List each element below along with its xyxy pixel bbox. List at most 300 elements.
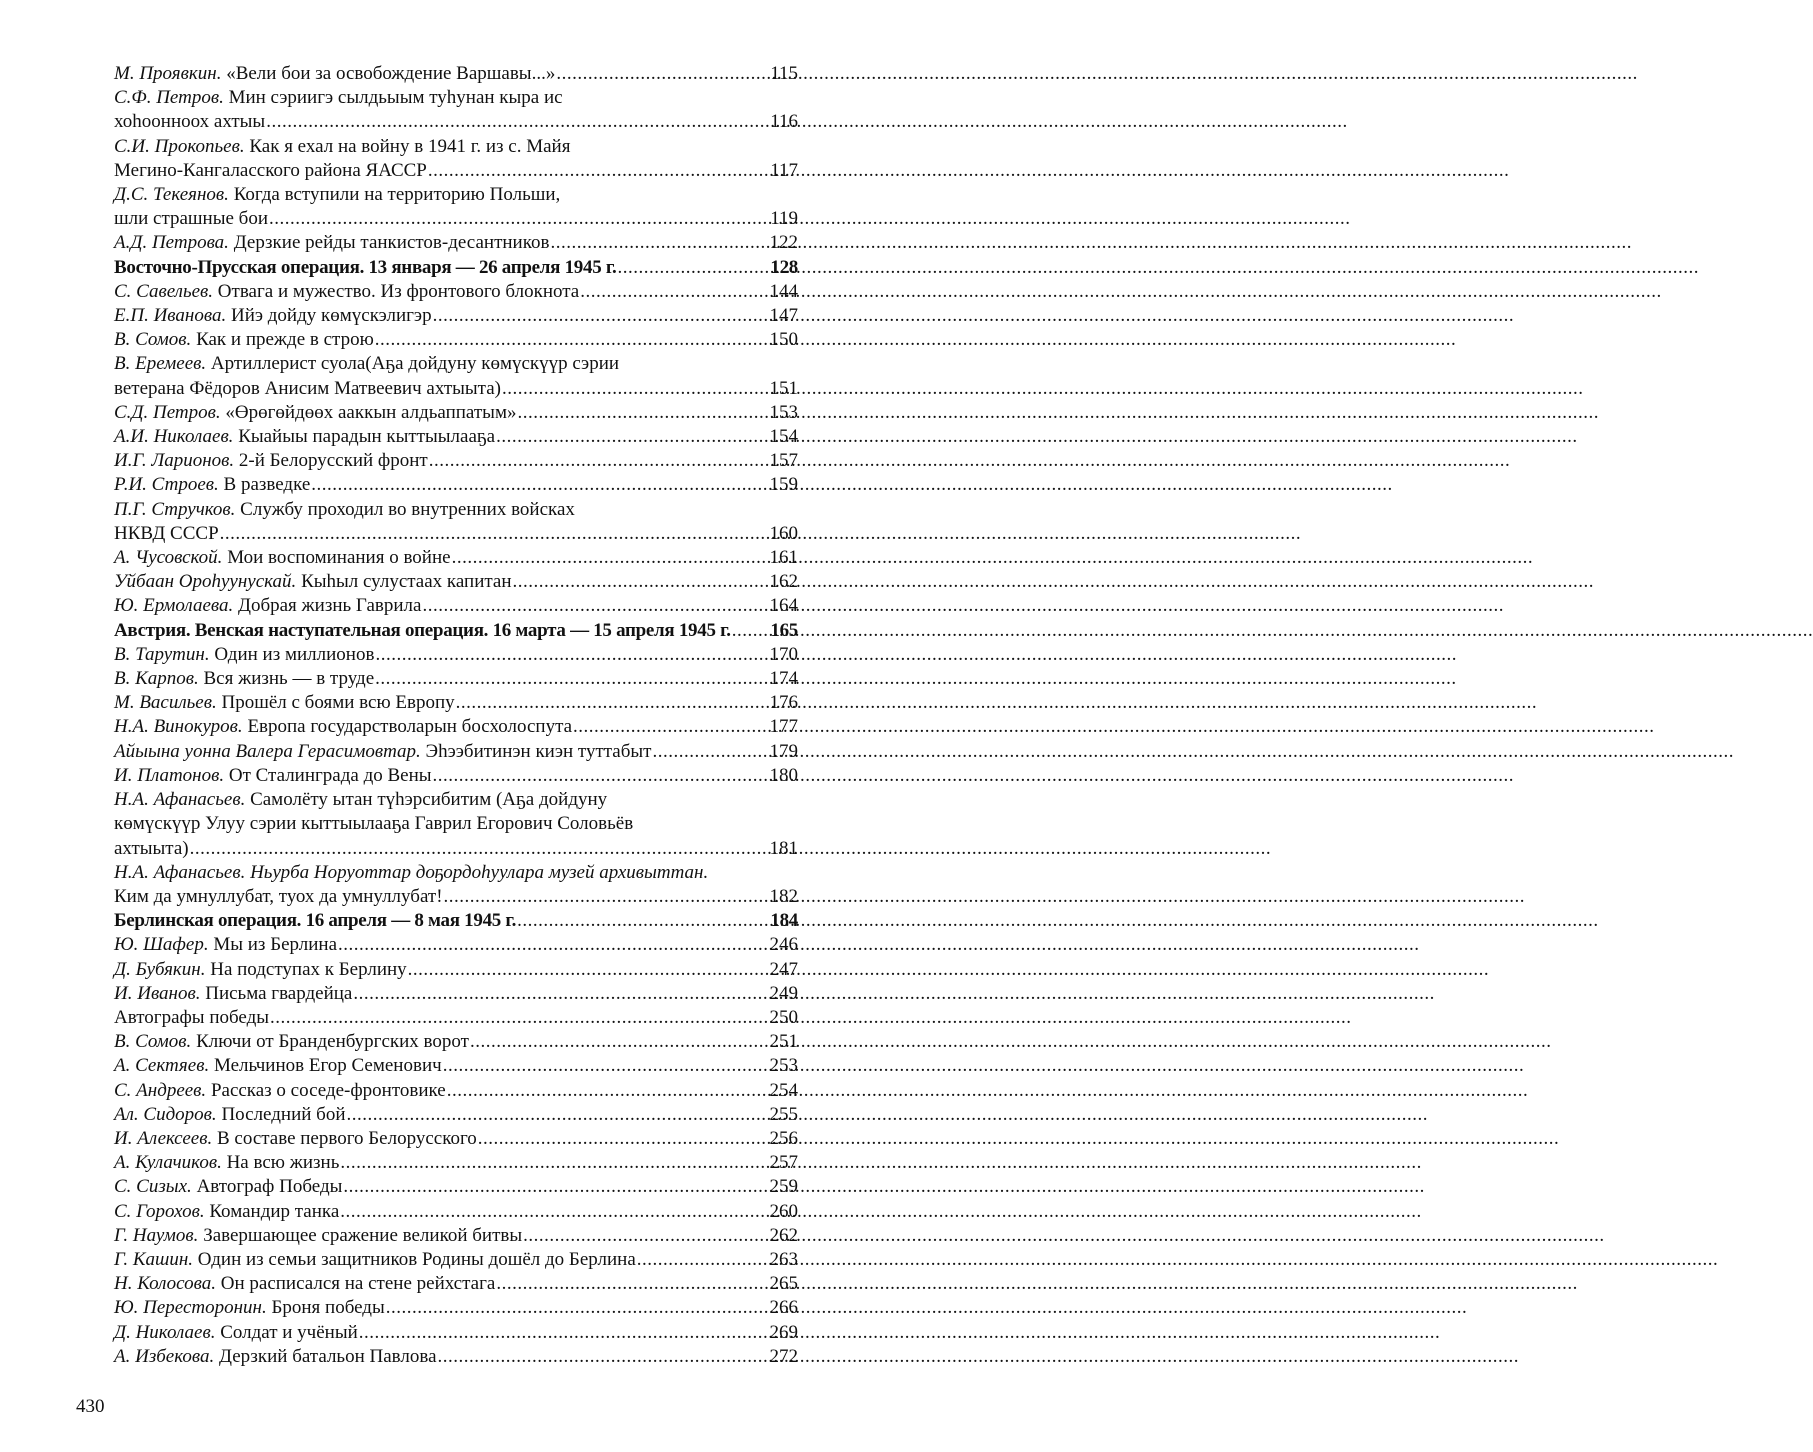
toc-entry-title: Он расписался на стене рейхстага: [220, 1273, 496, 1295]
toc-entry-author: Н.А. Афанасьев. Ньурба Норуоттар доҕордоһуулара музей архивыттан.: [114, 861, 709, 883]
dot-leader: [652, 740, 768, 764]
toc-entry-page: 115: [770, 63, 798, 84]
toc-entry-title: Добрая жизнь Гаврила: [238, 595, 422, 617]
toc-entry: [114, 1272, 798, 1296]
toc-entry-line: [114, 401, 798, 425]
toc-entry-title: ахтыыта): [114, 837, 189, 859]
toc-entry-text: [114, 110, 265, 134]
toc-entry: [114, 788, 798, 861]
toc-entry-text: [114, 619, 731, 643]
dot-leader: [496, 1272, 768, 1296]
toc-entry-author: В. Тарутин.: [114, 643, 210, 665]
dot-leader: [375, 328, 769, 352]
toc-entry-author: И. Алексеев.: [114, 1127, 213, 1149]
toc-entry: [114, 740, 798, 764]
toc-entry-author: И. Иванов.: [114, 982, 201, 1004]
toc-entry-line: [114, 643, 798, 667]
toc-entry-title: Артиллерист суола(Аҕа дойдуну көмүскүүр сэрии: [210, 353, 620, 375]
toc-entry-title: Службу проходил во внутренних войсках: [240, 498, 575, 520]
toc-entry-text: [114, 473, 310, 497]
toc-entry-line: [114, 1127, 798, 1151]
toc-entry-title: Рассказ о соседе-фронтовике: [210, 1079, 446, 1101]
toc-entry-text: [114, 1030, 469, 1054]
toc-entry-text: [114, 449, 428, 473]
toc-entry-author: С.И. Прокопьев.: [114, 135, 245, 157]
toc-entry-line: [114, 594, 798, 618]
toc-entry-author: Г. Кашин.: [114, 1248, 194, 1270]
toc-entry-text: [114, 1079, 446, 1103]
toc-entry-line: [114, 1079, 798, 1103]
toc-entry-text: [114, 256, 616, 280]
toc-entry-title: Письма гвардейца: [205, 982, 353, 1004]
toc-entry-title: «Вели бои за освобождение Варшавы...»: [226, 63, 556, 84]
toc-entry-line: [114, 1248, 798, 1272]
toc-entry-line: [114, 86, 798, 110]
dot-leader: [617, 256, 769, 280]
toc-entry-page: 150: [769, 329, 798, 351]
toc-entry-title: В разведке: [223, 474, 311, 496]
toc-entry-title: Восточно-Прусская операция. 13 января — 26 апреля 1945 г.: [114, 256, 617, 278]
dot-leader: [190, 837, 769, 861]
dot-leader: [447, 1079, 769, 1103]
dot-leader: [517, 401, 768, 425]
toc-entry-author: Айыына уонна Валера Герасимовтар.: [114, 740, 421, 762]
toc-entry-line: [114, 159, 798, 183]
toc-entry-page: 165: [770, 619, 798, 641]
toc-entry-text: [114, 352, 619, 376]
toc-entry-line: [114, 958, 798, 982]
toc-entry-title: Когда вступили на территорию Польши,: [233, 184, 561, 206]
toc-entry-line: [114, 1054, 798, 1078]
toc-entry-title: ветерана Фёдоров Анисим Матвеевич ахтыыта): [114, 377, 501, 399]
toc-entry: [114, 1030, 798, 1054]
toc-entry-page: 147: [769, 305, 798, 327]
toc-entry-page: 144: [769, 280, 798, 302]
dot-leader: [517, 909, 769, 933]
toc-entry-page: 170: [769, 643, 798, 665]
toc-entry-page: 180: [769, 764, 798, 786]
toc-entry-author: С. Сизых.: [114, 1176, 192, 1198]
toc-entry: [114, 352, 798, 400]
toc-entry-title: В составе первого Белорусского: [216, 1127, 477, 1149]
toc-entry-page: 161: [769, 547, 798, 569]
toc-entry-page: 272: [769, 1345, 798, 1367]
toc-entry-line: [114, 1103, 798, 1127]
toc-entry-page: 262: [769, 1224, 798, 1246]
toc-entry-text: [114, 885, 443, 909]
toc-entry-text: [114, 982, 352, 1006]
toc-entry-title: На всю жизнь: [226, 1152, 340, 1174]
toc-entry-title: Европа государстволарын босхолоспута: [247, 716, 573, 738]
dot-leader: [580, 280, 768, 304]
toc-entry-line: [114, 909, 798, 933]
toc-entry-page: 184: [770, 910, 798, 932]
toc-entry-author: В. Карпов.: [114, 668, 199, 690]
toc-entry: [114, 1296, 798, 1320]
toc-entry-title: шли страшные бои: [114, 208, 269, 230]
toc-entry-page: 256: [769, 1127, 798, 1149]
toc-entry-page: 269: [769, 1321, 798, 1343]
toc-entry: [114, 546, 798, 570]
toc-entry-title: Автографы победы: [114, 1006, 270, 1028]
toc-entry-line: [114, 1345, 798, 1369]
toc-entry-text: [114, 183, 560, 207]
toc-entry-author: М. Проявкин.: [114, 63, 222, 84]
toc-entry-text: [114, 522, 219, 546]
toc-entry-page: 263: [769, 1248, 798, 1270]
toc-entry-author: С. Савельев.: [114, 280, 214, 302]
toc-entry-page: 250: [769, 1006, 798, 1028]
toc-entry-page: 179: [769, 740, 798, 762]
toc-entry-line: [114, 522, 798, 546]
toc-entry-text: [114, 740, 651, 764]
toc-entry-text: [114, 958, 407, 982]
toc-entry-text: [114, 788, 607, 812]
toc-entry-text: [114, 861, 708, 885]
toc-entry: [114, 1151, 798, 1175]
dot-leader: [523, 1224, 768, 1248]
toc-entry-author: Д. Николаев.: [114, 1321, 216, 1343]
dot-leader: [433, 304, 769, 328]
toc-entry-author: А. Избекова.: [114, 1345, 215, 1367]
toc-entry: [114, 401, 798, 425]
dot-leader: [386, 1296, 769, 1320]
toc-entry-author: С.Д. Петров.: [114, 401, 221, 423]
toc-entry-title: Ким да умнуллубат, туох да умнуллубат!: [114, 885, 443, 907]
toc-entry-text: [114, 1345, 437, 1369]
toc-entry-text: [114, 1103, 346, 1127]
toc-entry-title: Один из миллионов: [214, 643, 375, 665]
toc-entry-text: [114, 304, 432, 328]
toc-entry-title: Ключи от Бранденбургских ворот: [196, 1031, 469, 1053]
toc-entry-title: Ийэ дойду көмүскэлигэр: [230, 305, 432, 327]
dot-leader: [359, 1321, 769, 1345]
dot-leader: [269, 207, 769, 231]
toc-entry-title: На подступах к Берлину: [210, 958, 407, 980]
toc-entry-title: Эһээбитинэн киэн туттабыт: [425, 740, 652, 762]
toc-entry-title: «Өрөгөйдөөх ааккын алдьаппатым»: [225, 401, 517, 423]
toc-entry-author: Н.А. Афанасьев.: [114, 789, 246, 811]
toc-entry: [114, 1006, 798, 1030]
dot-leader: [456, 691, 769, 715]
toc-entry-line: [114, 740, 798, 764]
toc-entry-text: [114, 594, 421, 618]
toc-entry-title: Последний бой: [221, 1103, 346, 1125]
toc-entry-page: 164: [769, 595, 798, 617]
toc-entry-text: [114, 425, 495, 449]
toc-entry-line: [114, 1151, 798, 1175]
toc-entry-line: [114, 1224, 798, 1248]
toc-section-heading: [114, 619, 798, 643]
toc-entry-title: Мы из Берлина: [213, 934, 338, 956]
toc-entry-text: [114, 231, 549, 255]
toc-entry-line: [114, 788, 798, 812]
toc-entry: [114, 715, 798, 739]
toc-entry: [114, 1127, 798, 1151]
toc-entry-text: [114, 1248, 636, 1272]
toc-entry-title: Завершающее сражение великой битвы: [203, 1224, 523, 1246]
toc-entry-page: 153: [769, 401, 798, 423]
toc-entry-author: А.Д. Петрова.: [114, 232, 229, 254]
toc-entry-page: 176: [769, 692, 798, 714]
toc-entry-author: Н.А. Винокуров.: [114, 716, 243, 738]
toc-entry-page: 174: [769, 668, 798, 690]
toc-entry-title: Один из семьи защитников Родины дошёл до Берлина: [197, 1248, 636, 1270]
toc-entry-author: С.Ф. Петров.: [114, 87, 224, 109]
toc-entry-text: [114, 837, 189, 861]
dot-leader: [443, 1054, 769, 1078]
toc-entry-line: [114, 1272, 798, 1296]
toc-entry-author: М. Васильев.: [114, 692, 217, 714]
toc-entry-author: А. Сектяев.: [114, 1055, 210, 1077]
toc-entry-text: [114, 1200, 339, 1224]
toc-entry: [114, 667, 798, 691]
toc-entry: [114, 958, 798, 982]
dot-leader: [311, 473, 768, 497]
toc-entry-title: Кыайыы парадын кыттыылааҕа: [238, 426, 496, 448]
toc-entry: [114, 86, 798, 134]
toc-entry-title: Отвага и мужество. Из фронтового блокнота: [217, 280, 580, 302]
toc-entry-text: [114, 1151, 339, 1175]
toc-entry-title: Мельчинов Егор Семенович: [213, 1055, 442, 1077]
toc-entry-page: 151: [769, 377, 798, 399]
toc-entry-author: А.И. Николаев.: [114, 426, 234, 448]
toc-entry-author: Ю. Ермолаева.: [114, 595, 234, 617]
dot-leader: [375, 667, 768, 691]
toc-entry: [114, 1175, 798, 1199]
toc-entry-line: [114, 885, 798, 909]
toc-entry-title: Дерзкие рейды танкистов-десантников: [233, 232, 550, 254]
toc-entry-line: [114, 449, 798, 473]
toc-entry-page: 122: [769, 232, 798, 254]
toc-entry-page: 260: [769, 1200, 798, 1222]
toc-entry-author: С. Андреев.: [114, 1079, 207, 1101]
toc-entry-author: Н. Колосова.: [114, 1273, 216, 1295]
toc-entry: [114, 280, 798, 304]
toc-entry: [114, 498, 798, 546]
dot-leader: [340, 1151, 768, 1175]
toc-entry: [114, 449, 798, 473]
toc-entry-line: [114, 1200, 798, 1224]
toc-entry-title: 2-й Белорусский фронт: [238, 450, 428, 472]
toc-entry-line: [114, 982, 798, 1006]
toc-entry-line: [114, 473, 798, 497]
toc-entry: [114, 425, 798, 449]
toc-entry-text: [114, 1054, 442, 1078]
toc-entry-author: Ю. Пересторонин.: [114, 1297, 267, 1319]
toc-entry: [114, 473, 798, 497]
toc-entry-line: [114, 256, 798, 280]
toc-entry-line: [114, 207, 798, 231]
toc-entry-text: [114, 764, 432, 788]
toc-entry-line: [114, 110, 798, 134]
dot-leader: [550, 231, 768, 255]
toc-entry-line: [114, 328, 798, 352]
dot-leader: [422, 594, 768, 618]
toc-entry-line: [114, 715, 798, 739]
toc-entry-page: 251: [769, 1031, 798, 1053]
toc-entry-text: [114, 1127, 477, 1151]
toc-entry-line: [114, 183, 798, 207]
toc-entry-text: [114, 1272, 495, 1296]
toc-entry-title: Как я ехал на войну в 1941 г. из с. Майя: [249, 135, 571, 157]
toc-entry: [114, 62, 798, 86]
toc-entry: [114, 1224, 798, 1248]
toc-entry-title: Австрия. Венская наступательная операция. 16 марта — 15 апреля 1945 г.: [114, 619, 731, 641]
toc-entry-author: Д.С. Текеянов.: [114, 184, 229, 206]
toc-entry-text: [114, 1321, 358, 1345]
toc-entry-page: 119: [770, 208, 798, 230]
toc-entry-page: 182: [769, 885, 798, 907]
dot-leader: [452, 546, 769, 570]
dot-leader: [338, 933, 768, 957]
dot-leader: [502, 377, 769, 401]
toc-entry-line: [114, 135, 798, 159]
toc-entry-line: [114, 304, 798, 328]
toc-entry-line: [114, 812, 798, 836]
toc-entry-line: [114, 546, 798, 570]
toc-entry-page: 246: [769, 934, 798, 956]
toc-entry-author: С. Горохов.: [114, 1200, 205, 1222]
toc-entry-line: [114, 764, 798, 788]
toc-entry-page: 128: [770, 256, 798, 278]
toc-entry-text: [114, 667, 374, 691]
page-number: 430: [76, 1396, 105, 1417]
toc-entry: [114, 1345, 798, 1369]
toc-entry-page: 160: [769, 522, 798, 544]
dot-leader: [375, 643, 768, 667]
dot-leader: [573, 715, 768, 739]
toc-entry-page: 249: [769, 982, 798, 1004]
dot-leader: [637, 1248, 769, 1272]
dot-leader: [270, 1006, 768, 1030]
toc-entry-title: Как и прежде в строю: [196, 329, 374, 351]
toc-entry-line: [114, 1030, 798, 1054]
toc-entry: [114, 1248, 798, 1272]
toc-entry-page: 157: [769, 450, 798, 472]
toc-entry-text: [114, 1224, 522, 1248]
toc-entry-text: [114, 570, 512, 594]
toc-entry-line: [114, 352, 798, 376]
toc-entry-page: 254: [769, 1079, 798, 1101]
toc-entry-line: [114, 498, 798, 522]
toc-entry-line: [114, 280, 798, 304]
toc-entry: [114, 1054, 798, 1078]
toc-section-heading: [114, 256, 798, 280]
toc-entry-author: И. Платонов.: [114, 764, 225, 786]
toc-entry-title: Солдат и учёный: [220, 1321, 358, 1343]
toc-entry: [114, 1103, 798, 1127]
dot-leader: [496, 425, 768, 449]
dot-leader: [408, 958, 769, 982]
toc-entry-page: 266: [769, 1297, 798, 1319]
dot-leader: [340, 1200, 768, 1224]
dot-leader: [513, 570, 769, 594]
dot-leader: [438, 1345, 769, 1369]
toc-entry-author: В. Еремеев.: [114, 353, 207, 375]
toc-entry-line: [114, 231, 798, 255]
toc-entry: [114, 643, 798, 667]
toc-entry-text: [114, 401, 516, 425]
dot-leader: [428, 159, 769, 183]
toc-entry-text: [114, 1006, 269, 1030]
toc-entry-text: [114, 1296, 385, 1320]
toc-entry-author: Г. Наумов.: [114, 1224, 199, 1246]
toc-entry-author: В. Сомов.: [114, 1031, 192, 1053]
toc-entry: [114, 933, 798, 957]
dot-leader: [478, 1127, 769, 1151]
toc-entry-author: В. Сомов.: [114, 329, 192, 351]
toc-entry-page: 154: [769, 426, 798, 448]
toc-entry-text: [114, 86, 563, 110]
dot-leader: [556, 62, 769, 86]
toc-entry-text: [114, 691, 455, 715]
toc-entry: [114, 135, 798, 183]
toc-entry-title: хоһоонноох ахтыы: [114, 111, 266, 133]
toc-entry-text: [114, 715, 572, 739]
toc-entry-title: Дерзкий батальон Павлова: [219, 1345, 437, 1367]
toc-entry-title: Самолёту ытан түһэрсибитим (Аҕа дойдуну: [250, 789, 608, 811]
toc-entry-title: Мин сэриигэ сылдьыым туһунан кыра ис: [228, 87, 563, 109]
toc-entry: [114, 183, 798, 231]
toc-entry-author: Ю. Шафер.: [114, 934, 209, 956]
dot-leader: [343, 1175, 768, 1199]
toc-entry-line: [114, 933, 798, 957]
toc-entry: [114, 1321, 798, 1345]
dot-leader: [433, 764, 769, 788]
toc-entry-title: Броня победы: [271, 1297, 385, 1319]
toc-entry-page: 117: [770, 159, 798, 181]
toc-entry-author: И.Г. Ларионов.: [114, 450, 235, 472]
toc-entry: [114, 982, 798, 1006]
toc-entry-title: Берлинская операция. 16 апреля — 8 мая 1945 г.: [114, 910, 517, 932]
toc-entry-text: [114, 546, 451, 570]
toc-entry-line: [114, 837, 798, 861]
toc-entry-page: 257: [769, 1152, 798, 1174]
toc-entry-line: [114, 667, 798, 691]
toc-entry-title: Прошёл с боями всю Европу: [221, 692, 455, 714]
toc-entry-text: [114, 159, 427, 183]
dot-leader: [444, 885, 769, 909]
toc-entry-page: 162: [769, 571, 798, 593]
toc-entry: [114, 231, 798, 255]
toc-entry-author: А. Чусовской.: [114, 547, 223, 569]
toc-entry-text: [114, 328, 374, 352]
toc-entry-title: Вся жизнь — в труде: [203, 668, 375, 690]
toc-entry-line: [114, 425, 798, 449]
toc-entry-text: [114, 909, 516, 933]
toc-entry-text: [114, 643, 374, 667]
dot-leader: [470, 1030, 769, 1054]
toc-entry-page: 247: [769, 958, 798, 980]
toc-entry: [114, 861, 798, 909]
toc-entry-text: [114, 207, 268, 231]
toc-entry-title: Командир танка: [209, 1200, 340, 1222]
toc-entry-title: От Сталинграда до Вены: [228, 764, 432, 786]
table-of-contents: [114, 62, 798, 1369]
toc-entry-title: Мегино-Кангаласского района ЯАССР: [114, 159, 427, 181]
dot-leader: [353, 982, 768, 1006]
toc-entry-line: [114, 1321, 798, 1345]
toc-entry-page: 116: [770, 111, 798, 133]
toc-entry-text: [114, 933, 337, 957]
toc-entry-author: Ал. Сидоров.: [114, 1103, 217, 1125]
toc-entry-page: 159: [769, 474, 798, 496]
toc-entry-author: Е.П. Иванова.: [114, 305, 227, 327]
toc-entry-line: [114, 619, 798, 643]
toc-entry-page: 177: [769, 716, 798, 738]
toc-entry-page: 255: [769, 1103, 798, 1125]
